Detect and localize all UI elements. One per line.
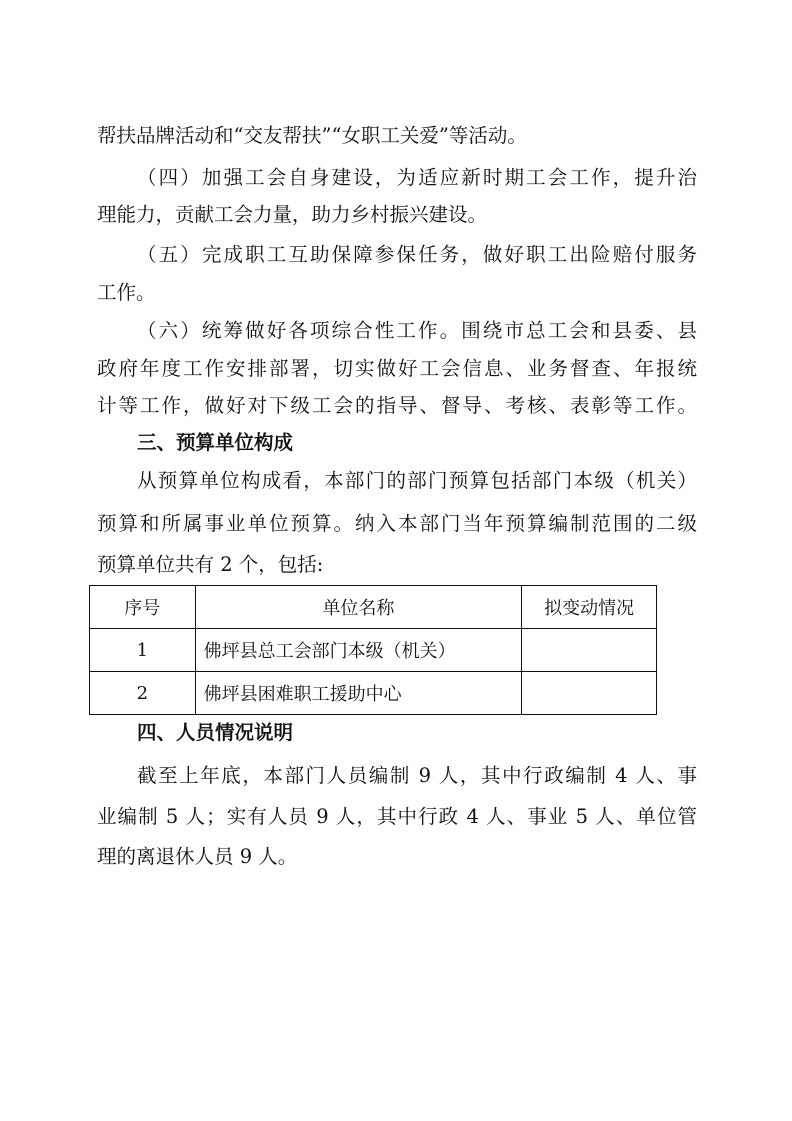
cell-change	[522, 629, 657, 672]
cell-unit-name: 佛坪县困难职工援助中心	[195, 672, 522, 715]
paragraph-line: （五）完成职工互助保障参保任务，做好职工出险赔付服务	[137, 243, 697, 266]
cell-change	[522, 672, 657, 715]
paragraph-line: 截至上年底，本部门人员编制 9 人，其中行政编制 4 人、事	[137, 764, 697, 787]
paragraph-line: 计等工作，做好对下级工会的指导、督导、考核、表彰等工作。	[97, 394, 697, 417]
paragraph-line: （六）统筹做好各项综合性工作。围绕市总工会和县委、县	[137, 319, 697, 342]
section-heading: 四、人员情况说明	[137, 721, 294, 744]
paragraph-line: 预算和所属事业单位预算。纳入本部门当年预算编制范围的二级	[97, 512, 697, 535]
column-header-unit-name: 单位名称	[195, 586, 522, 629]
budget-units-table	[89, 585, 657, 715]
paragraph-line: 业编制 5 人；实有人员 9 人，其中行政 4 人、事业 5 人、单位管	[97, 805, 697, 828]
table-header-row	[90, 586, 657, 629]
paragraph-line: 理能力，贡献工会力量，助力乡村振兴建设。	[97, 203, 488, 226]
table-row	[90, 672, 657, 715]
column-header-change: 拟变动情况	[522, 586, 657, 629]
cell-number: 1	[90, 629, 196, 672]
paragraph-line: 工作。	[97, 281, 156, 304]
paragraph-line: （四）加强工会自身建设，为适应新时期工会工作，提升治	[137, 166, 697, 189]
table-row	[90, 629, 657, 672]
paragraph-line: 理的离退休人员 9 人。	[97, 845, 298, 868]
column-header-number: 序号	[90, 586, 196, 629]
paragraph-line: 预算单位共有 2 个，包括:	[97, 553, 324, 576]
paragraph-line: 帮扶品牌活动和“交友帮扶”“女职工关爱”等活动。	[97, 124, 527, 147]
paragraph-line: 政府年度工作安排部署，切实做好工会信息、业务督查、年报统	[97, 357, 697, 380]
paragraph-line: 从预算单位构成看，本部门的部门预算包括部门本级（机关）	[137, 469, 697, 492]
section-heading: 三、预算单位构成	[137, 431, 294, 454]
cell-number: 2	[90, 672, 196, 715]
cell-unit-name: 佛坪县总工会部门本级（机关）	[195, 629, 522, 672]
